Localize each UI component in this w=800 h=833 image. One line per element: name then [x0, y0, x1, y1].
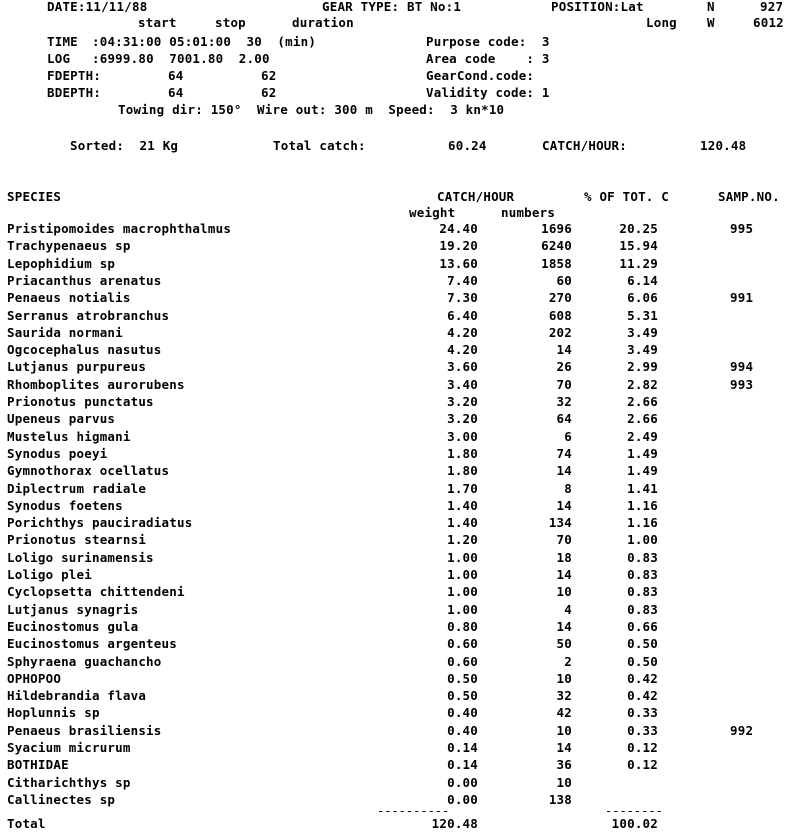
time-label: TIME	[47, 34, 78, 49]
total-catch-value: 60.24	[448, 138, 487, 153]
numbers-value: 60	[556, 272, 572, 288]
table-row	[0, 655, 800, 673]
numbers-value: 1696	[541, 221, 572, 236]
gear-type-text: GEAR TYPE: BT No:1	[322, 0, 462, 14]
weight-value: 0.14	[447, 757, 478, 773]
species-name: Sphyraena guachancho	[7, 653, 162, 669]
total-weight: 120.48	[431, 816, 478, 831]
pct-value: 2.99	[627, 359, 658, 375]
col-duration-label: duration	[292, 15, 354, 30]
pct-value: 0.83	[627, 601, 658, 617]
samp-value: 991	[730, 290, 754, 306]
numbers-value: 14	[556, 342, 572, 358]
species-name: Cyclopsetta chittendeni	[7, 584, 185, 600]
weight-header: weight	[409, 205, 456, 220]
col-stop-label: stop	[215, 15, 246, 30]
species-name: Synodus poeyi	[7, 445, 108, 461]
sorted-text: Sorted: 21 Kg	[70, 138, 179, 153]
table-row	[0, 360, 800, 378]
species-name: Loligo plei	[7, 567, 92, 582]
weight-value: 0.50	[447, 670, 478, 686]
weight-value: 7.40	[447, 272, 478, 288]
weight-value: 0.14	[447, 740, 478, 755]
table-row	[0, 222, 800, 240]
table-row	[0, 741, 800, 759]
table-row	[0, 257, 800, 275]
fdepth-start: 64	[168, 68, 184, 83]
log-label: LOG	[47, 51, 71, 66]
samp-value: 992	[730, 722, 754, 738]
pct-value: 0.12	[627, 757, 658, 773]
position-label: POSITION:Lat	[551, 0, 644, 14]
numbers-value: 1858	[541, 255, 572, 271]
lat-hemisphere: N	[707, 0, 715, 14]
table-row	[0, 603, 800, 621]
pct-value: 3.49	[627, 324, 658, 340]
bdepth-stop: 62	[261, 85, 277, 100]
catch-hour-value: 120.48	[700, 138, 747, 153]
weight-value: 1.00	[447, 549, 478, 565]
pct-value: 2.66	[627, 411, 658, 427]
numbers-value: 6240	[541, 238, 572, 254]
weight-value: 4.20	[447, 324, 478, 340]
total-label: Total	[7, 816, 46, 831]
numbers-value: 10	[556, 722, 572, 738]
samp-value: 995	[730, 221, 754, 236]
log-values: :6999.80 7001.80 2.00	[92, 51, 270, 66]
numbers-value: 32	[556, 688, 572, 704]
species-name: Hoplunnis sp	[7, 705, 100, 721]
weight-total-rule: ----------	[377, 804, 450, 818]
species-name: Syacium micrurum	[7, 740, 131, 755]
date-text: DATE:11/11/88	[47, 0, 148, 14]
weight-value: 1.80	[447, 445, 478, 461]
species-name: Trachypenaeus sp	[7, 238, 131, 254]
numbers-value: 270	[548, 290, 572, 306]
table-row	[0, 776, 800, 794]
table-row	[0, 378, 800, 396]
numbers-value: 50	[556, 636, 572, 652]
numbers-value: 14	[556, 618, 572, 634]
species-name: Citharichthys sp	[7, 774, 131, 790]
numbers-value: 138	[548, 791, 572, 807]
table-row	[0, 239, 800, 257]
pct-value: 2.82	[627, 376, 658, 392]
species-name: Ogcocephalus nasutus	[7, 342, 162, 358]
long-hemisphere: W	[707, 15, 715, 30]
table-row	[0, 464, 800, 482]
weight-value: 6.40	[447, 307, 478, 323]
weight-value: 0.40	[447, 705, 478, 721]
pct-value: 0.83	[627, 549, 658, 565]
table-row	[0, 447, 800, 465]
pct-value: 1.16	[627, 497, 658, 513]
pct-value: 0.33	[627, 722, 658, 738]
lat-value: 927	[760, 0, 784, 14]
samp-value: 994	[730, 359, 754, 375]
species-name: Hildebrandia flava	[7, 688, 147, 704]
numbers-value: 74	[556, 445, 572, 461]
weight-value: 1.40	[447, 497, 478, 513]
weight-value: 3.20	[447, 411, 478, 427]
numbers-value: 14	[556, 567, 572, 582]
pct-value: 2.49	[627, 428, 658, 444]
table-row	[0, 309, 800, 327]
catch-hour-header: CATCH/HOUR	[437, 189, 515, 204]
purpose-code: Purpose code: 3	[426, 34, 550, 49]
species-name: Prionotus punctatus	[7, 394, 154, 409]
weight-value: 3.40	[447, 376, 478, 392]
weight-value: 1.00	[447, 601, 478, 617]
numbers-header: numbers	[501, 205, 556, 220]
table-row	[0, 585, 800, 603]
pct-value: 0.83	[627, 584, 658, 600]
species-name: Saurida normani	[7, 324, 123, 340]
pct-value: 20.25	[619, 221, 658, 236]
species-name: Upeneus parvus	[7, 411, 116, 427]
numbers-value: 608	[548, 307, 572, 323]
numbers-value: 70	[556, 532, 572, 548]
numbers-value: 10	[556, 774, 572, 790]
total-pct: 100.02	[611, 816, 658, 831]
bdepth-start: 64	[168, 85, 184, 100]
species-name: Penaeus notialis	[7, 290, 131, 306]
weight-value: 3.60	[447, 359, 478, 375]
species-name: Penaeus brasiliensis	[7, 722, 162, 738]
pct-value: 0.83	[627, 567, 658, 582]
weight-value: 13.60	[439, 255, 478, 271]
species-name: Rhomboplites aurorubens	[7, 376, 185, 392]
gearcond-code: GearCond.code:	[426, 68, 535, 83]
table-row	[0, 533, 800, 551]
weight-value: 0.60	[447, 636, 478, 652]
weight-value: 0.40	[447, 722, 478, 738]
catch-hour-label: CATCH/HOUR:	[542, 138, 627, 153]
numbers-value: 36	[556, 757, 572, 773]
numbers-value: 4	[564, 601, 572, 617]
table-row	[0, 412, 800, 430]
table-row	[0, 620, 800, 638]
weight-value: 19.20	[439, 238, 478, 254]
numbers-value: 10	[556, 584, 572, 600]
table-row	[0, 516, 800, 534]
pct-value: 6.14	[627, 272, 658, 288]
weight-value: 1.20	[447, 532, 478, 548]
pct-value: 0.42	[627, 688, 658, 704]
species-name: Callinectes sp	[7, 791, 116, 807]
weight-value: 4.20	[447, 342, 478, 358]
weight-value: 0.00	[447, 791, 478, 807]
pct-value: 0.33	[627, 705, 658, 721]
numbers-value: 70	[556, 376, 572, 392]
species-name: Diplectrum radiale	[7, 480, 147, 496]
table-row	[0, 499, 800, 517]
weight-value: 0.60	[447, 653, 478, 669]
numbers-value: 64	[556, 411, 572, 427]
validity-code: Validity code: 1	[426, 85, 550, 100]
weight-value: 1.40	[447, 515, 478, 531]
numbers-value: 14	[556, 497, 572, 513]
numbers-value: 42	[556, 705, 572, 721]
species-name: Eucinostomus argenteus	[7, 636, 177, 652]
species-name: Porichthys pauciradiatus	[7, 515, 193, 531]
pct-value: 1.16	[627, 515, 658, 531]
species-name: Lutjanus purpureus	[7, 359, 147, 375]
numbers-value: 32	[556, 394, 572, 409]
samp-header: SAMP.NO.	[718, 189, 780, 204]
pct-value: 0.50	[627, 636, 658, 652]
pct-value: 1.00	[627, 532, 658, 548]
pct-value: 1.49	[627, 463, 658, 479]
species-name: Lepophidium sp	[7, 255, 116, 271]
pct-value: 0.12	[627, 740, 658, 755]
species-name: Eucinostomus gula	[7, 618, 139, 634]
pct-value: 6.06	[627, 290, 658, 306]
towing-info: Towing dir: 150° Wire out: 300 m Speed: 3 kn*10	[118, 102, 505, 117]
species-name: Pristipomoides macrophthalmus	[7, 221, 232, 236]
species-name: Synodus foetens	[7, 497, 123, 513]
species-name: Priacanthus arenatus	[7, 272, 162, 288]
table-row	[0, 637, 800, 655]
samp-value: 993	[730, 376, 754, 392]
numbers-value: 10	[556, 670, 572, 686]
pct-value: 0.66	[627, 618, 658, 634]
pct-value: 0.50	[627, 653, 658, 669]
weight-value: 0.80	[447, 618, 478, 634]
numbers-value: 202	[548, 324, 572, 340]
total-catch-label: Total catch:	[273, 138, 366, 153]
fdepth-label: FDEPTH:	[47, 68, 102, 83]
weight-value: 1.00	[447, 567, 478, 582]
pct-value: 2.66	[627, 394, 658, 409]
weight-value: 3.20	[447, 394, 478, 409]
table-row	[0, 343, 800, 361]
pct-value: 3.49	[627, 342, 658, 358]
species-name: Loligo surinamensis	[7, 549, 154, 565]
species-name: Prionotus stearnsi	[7, 532, 147, 548]
table-row	[0, 430, 800, 448]
weight-value: 3.00	[447, 428, 478, 444]
table-row	[0, 758, 800, 776]
pct-value: 5.31	[627, 307, 658, 323]
pct-value: 11.29	[619, 255, 658, 271]
table-row	[0, 706, 800, 724]
pct-header: % OF TOT. C	[584, 189, 669, 204]
numbers-value: 6	[564, 428, 572, 444]
weight-value: 1.00	[447, 584, 478, 600]
time-values: :04:31:00 05:01:00 30 (min)	[92, 34, 317, 49]
pct-value: 1.41	[627, 480, 658, 496]
table-row	[0, 568, 800, 586]
table-row	[0, 395, 800, 413]
numbers-value: 2	[564, 653, 572, 669]
table-row	[0, 291, 800, 309]
numbers-value: 14	[556, 740, 572, 755]
fdepth-stop: 62	[261, 68, 277, 83]
table-row	[0, 672, 800, 690]
long-label: Long	[646, 15, 677, 30]
weight-value: 24.40	[439, 221, 478, 236]
numbers-value: 26	[556, 359, 572, 375]
table-row	[0, 551, 800, 569]
table-row	[0, 482, 800, 500]
weight-value: 0.00	[447, 774, 478, 790]
weight-value: 1.80	[447, 463, 478, 479]
numbers-value: 8	[564, 480, 572, 496]
numbers-value: 18	[556, 549, 572, 565]
table-row	[0, 689, 800, 707]
species-name: OPHOPOO	[7, 670, 62, 686]
weight-value: 0.50	[447, 688, 478, 704]
table-row	[0, 326, 800, 344]
species-header: SPECIES	[7, 189, 62, 204]
pct-value: 15.94	[619, 238, 658, 254]
species-name: Gymnothorax ocellatus	[7, 463, 170, 479]
species-name: Serranus atrobranchus	[7, 307, 170, 323]
long-value: 6012	[753, 15, 784, 30]
weight-value: 1.70	[447, 480, 478, 496]
species-name: Lutjanus synagris	[7, 601, 139, 617]
pct-value: 0.42	[627, 670, 658, 686]
species-name: BOTHIDAE	[7, 757, 69, 773]
pct-total-rule: --------	[605, 804, 663, 818]
col-start-label: start	[138, 15, 177, 30]
numbers-value: 134	[548, 515, 572, 531]
numbers-value: 14	[556, 463, 572, 479]
pct-value: 1.49	[627, 445, 658, 461]
table-row	[0, 724, 800, 742]
area-code: Area code : 3	[426, 51, 550, 66]
bdepth-label: BDEPTH:	[47, 85, 102, 100]
table-row	[0, 274, 800, 292]
species-name: Mustelus higmani	[7, 428, 131, 444]
weight-value: 7.30	[447, 290, 478, 306]
